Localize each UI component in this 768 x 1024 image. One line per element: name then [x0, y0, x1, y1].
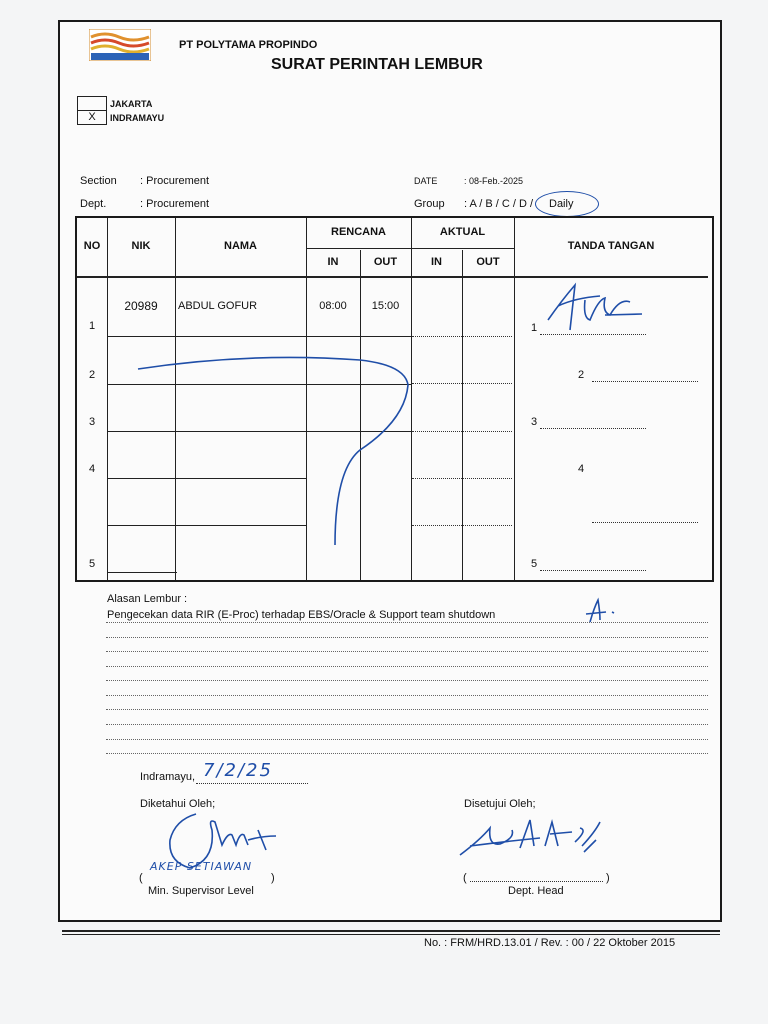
section-label: Section — [80, 175, 117, 187]
reason-label: Alasan Lembur : — [107, 593, 188, 605]
location-label-indramayu: INDRAMAYU — [110, 113, 165, 123]
row-1-rencana-in: 08:00 — [319, 300, 347, 312]
header-nik: NIK — [131, 240, 151, 252]
left-signer-role: Min. Supervisor Level — [148, 885, 254, 897]
right-paren-close: ) — [606, 872, 610, 884]
header-nama: NAMA — [224, 240, 257, 252]
left-paren-open: ( — [139, 872, 143, 884]
right-signer-role: Dept. Head — [508, 885, 564, 897]
row-1-nik: 20989 — [124, 299, 158, 313]
handwritten-date: 7/2/25 — [203, 760, 273, 781]
header-rencana-out: OUT — [373, 256, 398, 268]
sig-no-3: 3 — [531, 416, 538, 428]
cancel-stroke — [138, 357, 408, 545]
left-signer-label: Diketahui Oleh; — [140, 798, 216, 810]
date-value: : 08-Feb.-2025 — [464, 176, 524, 186]
row-1-no: 1 — [88, 320, 96, 332]
right-signer-label: Disetujui Oleh; — [464, 798, 536, 810]
header-rencana-in: IN — [327, 256, 339, 268]
right-signature — [460, 820, 600, 855]
section-value: : Procurement — [140, 175, 210, 187]
sig-no-5: 5 — [531, 558, 538, 570]
date-label: DATE — [414, 176, 438, 186]
left-paren-close: ) — [271, 872, 275, 884]
row-1-nama: ABDUL GOFUR — [178, 300, 258, 312]
sig-no-1: 1 — [531, 322, 538, 334]
row-2-no: 2 — [88, 369, 96, 381]
header-aktual-in: IN — [431, 256, 442, 268]
row-3-no: 3 — [88, 416, 96, 428]
header-aktual: AKTUAL — [439, 226, 486, 238]
row-1-signature — [548, 285, 642, 330]
header-tanda-tangan: TANDA TANGAN — [567, 240, 655, 252]
row-4-no: 4 — [88, 463, 96, 475]
place-label: Indramayu, — [140, 771, 196, 783]
footer-form-number: No. : FRM/HRD.13.01 / Rev. : 00 / 22 Oktober 2015 — [424, 937, 676, 949]
sig-no-2: 2 — [578, 369, 585, 381]
group-selected: Daily — [549, 198, 574, 210]
reason-text: Pengecekan data RIR (E-Proc) terhadap EBS/Oracle & Support team shutdown — [107, 609, 496, 621]
footer-rule-thin — [62, 934, 720, 935]
dept-label: Dept. — [80, 198, 107, 210]
left-signer-name: AKEP SETIAWAN — [150, 860, 253, 873]
right-paren-open: ( — [463, 872, 467, 884]
dept-value: : Procurement — [140, 198, 210, 210]
location-label-jakarta: JAKARTA — [110, 99, 153, 109]
header-rencana: RENCANA — [331, 226, 386, 238]
row-5-no: 5 — [88, 558, 96, 570]
form-title: SURAT PERINTAH LEMBUR — [271, 56, 483, 73]
company-name: PT POLYTAMA PROPINDO — [179, 39, 318, 51]
group-label: Group — [414, 198, 445, 210]
header-aktual-out: OUT — [476, 256, 500, 268]
location-checkbox-indramayu[interactable]: X — [77, 110, 107, 125]
footer-rule — [62, 930, 720, 932]
row-1-rencana-out: 15:00 — [371, 300, 400, 312]
sig-no-4: 4 — [578, 463, 585, 475]
header-no: NO — [83, 240, 101, 252]
reason-initial — [586, 600, 614, 622]
group-value: : A / B / C / D / — [464, 198, 534, 210]
